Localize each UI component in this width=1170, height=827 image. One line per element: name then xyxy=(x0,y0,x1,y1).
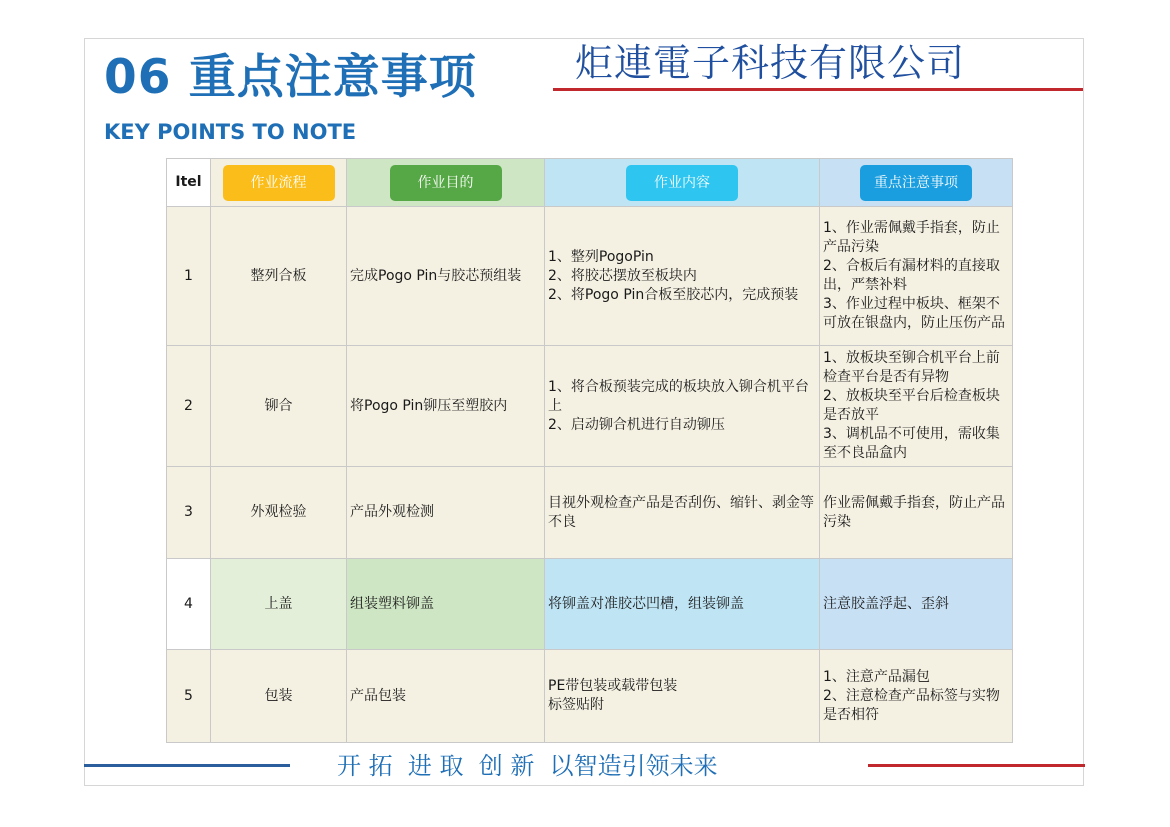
row-notes: 1、放板块至铆合机平台上前检查平台是否有异物 2、放板块至平台后检查板块是否放平 3、调机品不可使用，需收集至不良品盒内 xyxy=(820,346,1013,467)
row-content: PE带包装或载带包装 标签贴附 xyxy=(545,650,820,743)
table-row xyxy=(167,346,1013,467)
footer-line-left xyxy=(84,764,290,767)
table-header-row xyxy=(167,159,1013,207)
row-purpose: 将Pogo Pin铆压至塑胶内 xyxy=(347,346,545,467)
key-points-table xyxy=(166,158,1013,743)
footer-line-right xyxy=(868,764,1085,767)
row-content: 将铆盖对准胶芯凹槽，组装铆盖 xyxy=(545,559,820,650)
row-content: 1、整列PogoPin 2、将胶芯摆放至板块内 2、将Pogo Pin合板至胶芯内，完成预装 xyxy=(545,207,820,346)
col-header-notes xyxy=(820,159,1013,207)
table-row xyxy=(167,467,1013,559)
row-purpose: 产品外观检测 xyxy=(347,467,545,559)
row-item-number: 4 xyxy=(167,559,211,650)
table-row xyxy=(167,207,1013,346)
page-title: 06 重点注意事项 xyxy=(104,50,477,105)
row-item-number: 1 xyxy=(167,207,211,346)
table-row-highlighted xyxy=(167,559,1013,650)
col-header-purpose-pill: 作业目的 xyxy=(390,165,502,201)
row-step: 铆合 xyxy=(211,346,347,467)
header-divider xyxy=(553,88,1083,91)
row-step: 外观检验 xyxy=(211,467,347,559)
row-notes: 注意胶盖浮起、歪斜 xyxy=(820,559,1013,650)
col-header-content xyxy=(545,159,820,207)
row-purpose: 组装塑料铆盖 xyxy=(347,559,545,650)
row-step: 整列合板 xyxy=(211,207,347,346)
col-header-purpose xyxy=(347,159,545,207)
col-header-notes-pill: 重点注意事项 xyxy=(860,165,972,201)
row-notes: 作业需佩戴手指套，防止产品污染 xyxy=(820,467,1013,559)
row-purpose: 产品包装 xyxy=(347,650,545,743)
page-subtitle: KEY POINTS TO NOTE xyxy=(104,120,357,144)
col-header-step-pill: 作业流程 xyxy=(223,165,335,201)
row-content: 目视外观检查产品是否刮伤、缩针、剥金等不良 xyxy=(545,467,820,559)
col-header-content-pill: 作业内容 xyxy=(626,165,738,201)
table-row xyxy=(167,650,1013,743)
row-step: 上盖 xyxy=(211,559,347,650)
row-purpose: 完成Pogo Pin与胶芯预组装 xyxy=(347,207,545,346)
row-notes: 1、注意产品漏包 2、注意检查产品标签与实物是否相符 xyxy=(820,650,1013,743)
row-item-number: 5 xyxy=(167,650,211,743)
col-header-step xyxy=(211,159,347,207)
footer-slogan: 开 拓 进 取 创 新 以智造引领未来 xyxy=(337,752,718,780)
row-step: 包装 xyxy=(211,650,347,743)
row-item-number: 3 xyxy=(167,467,211,559)
company-name: 炬連電子科技有限公司 xyxy=(575,41,966,85)
row-notes: 1、作业需佩戴手指套，防止产品污染 2、合板后有漏材料的直接取出，严禁补料 3、作业过程中板块、框架不可放在银盘内，防止压伤产品 xyxy=(820,207,1013,346)
row-item-number: 2 xyxy=(167,346,211,467)
row-content: 1、将合板预装完成的板块放入铆合机平台上 2、启动铆合机进行自动铆压 xyxy=(545,346,820,467)
col-header-item: Itel xyxy=(167,159,211,207)
